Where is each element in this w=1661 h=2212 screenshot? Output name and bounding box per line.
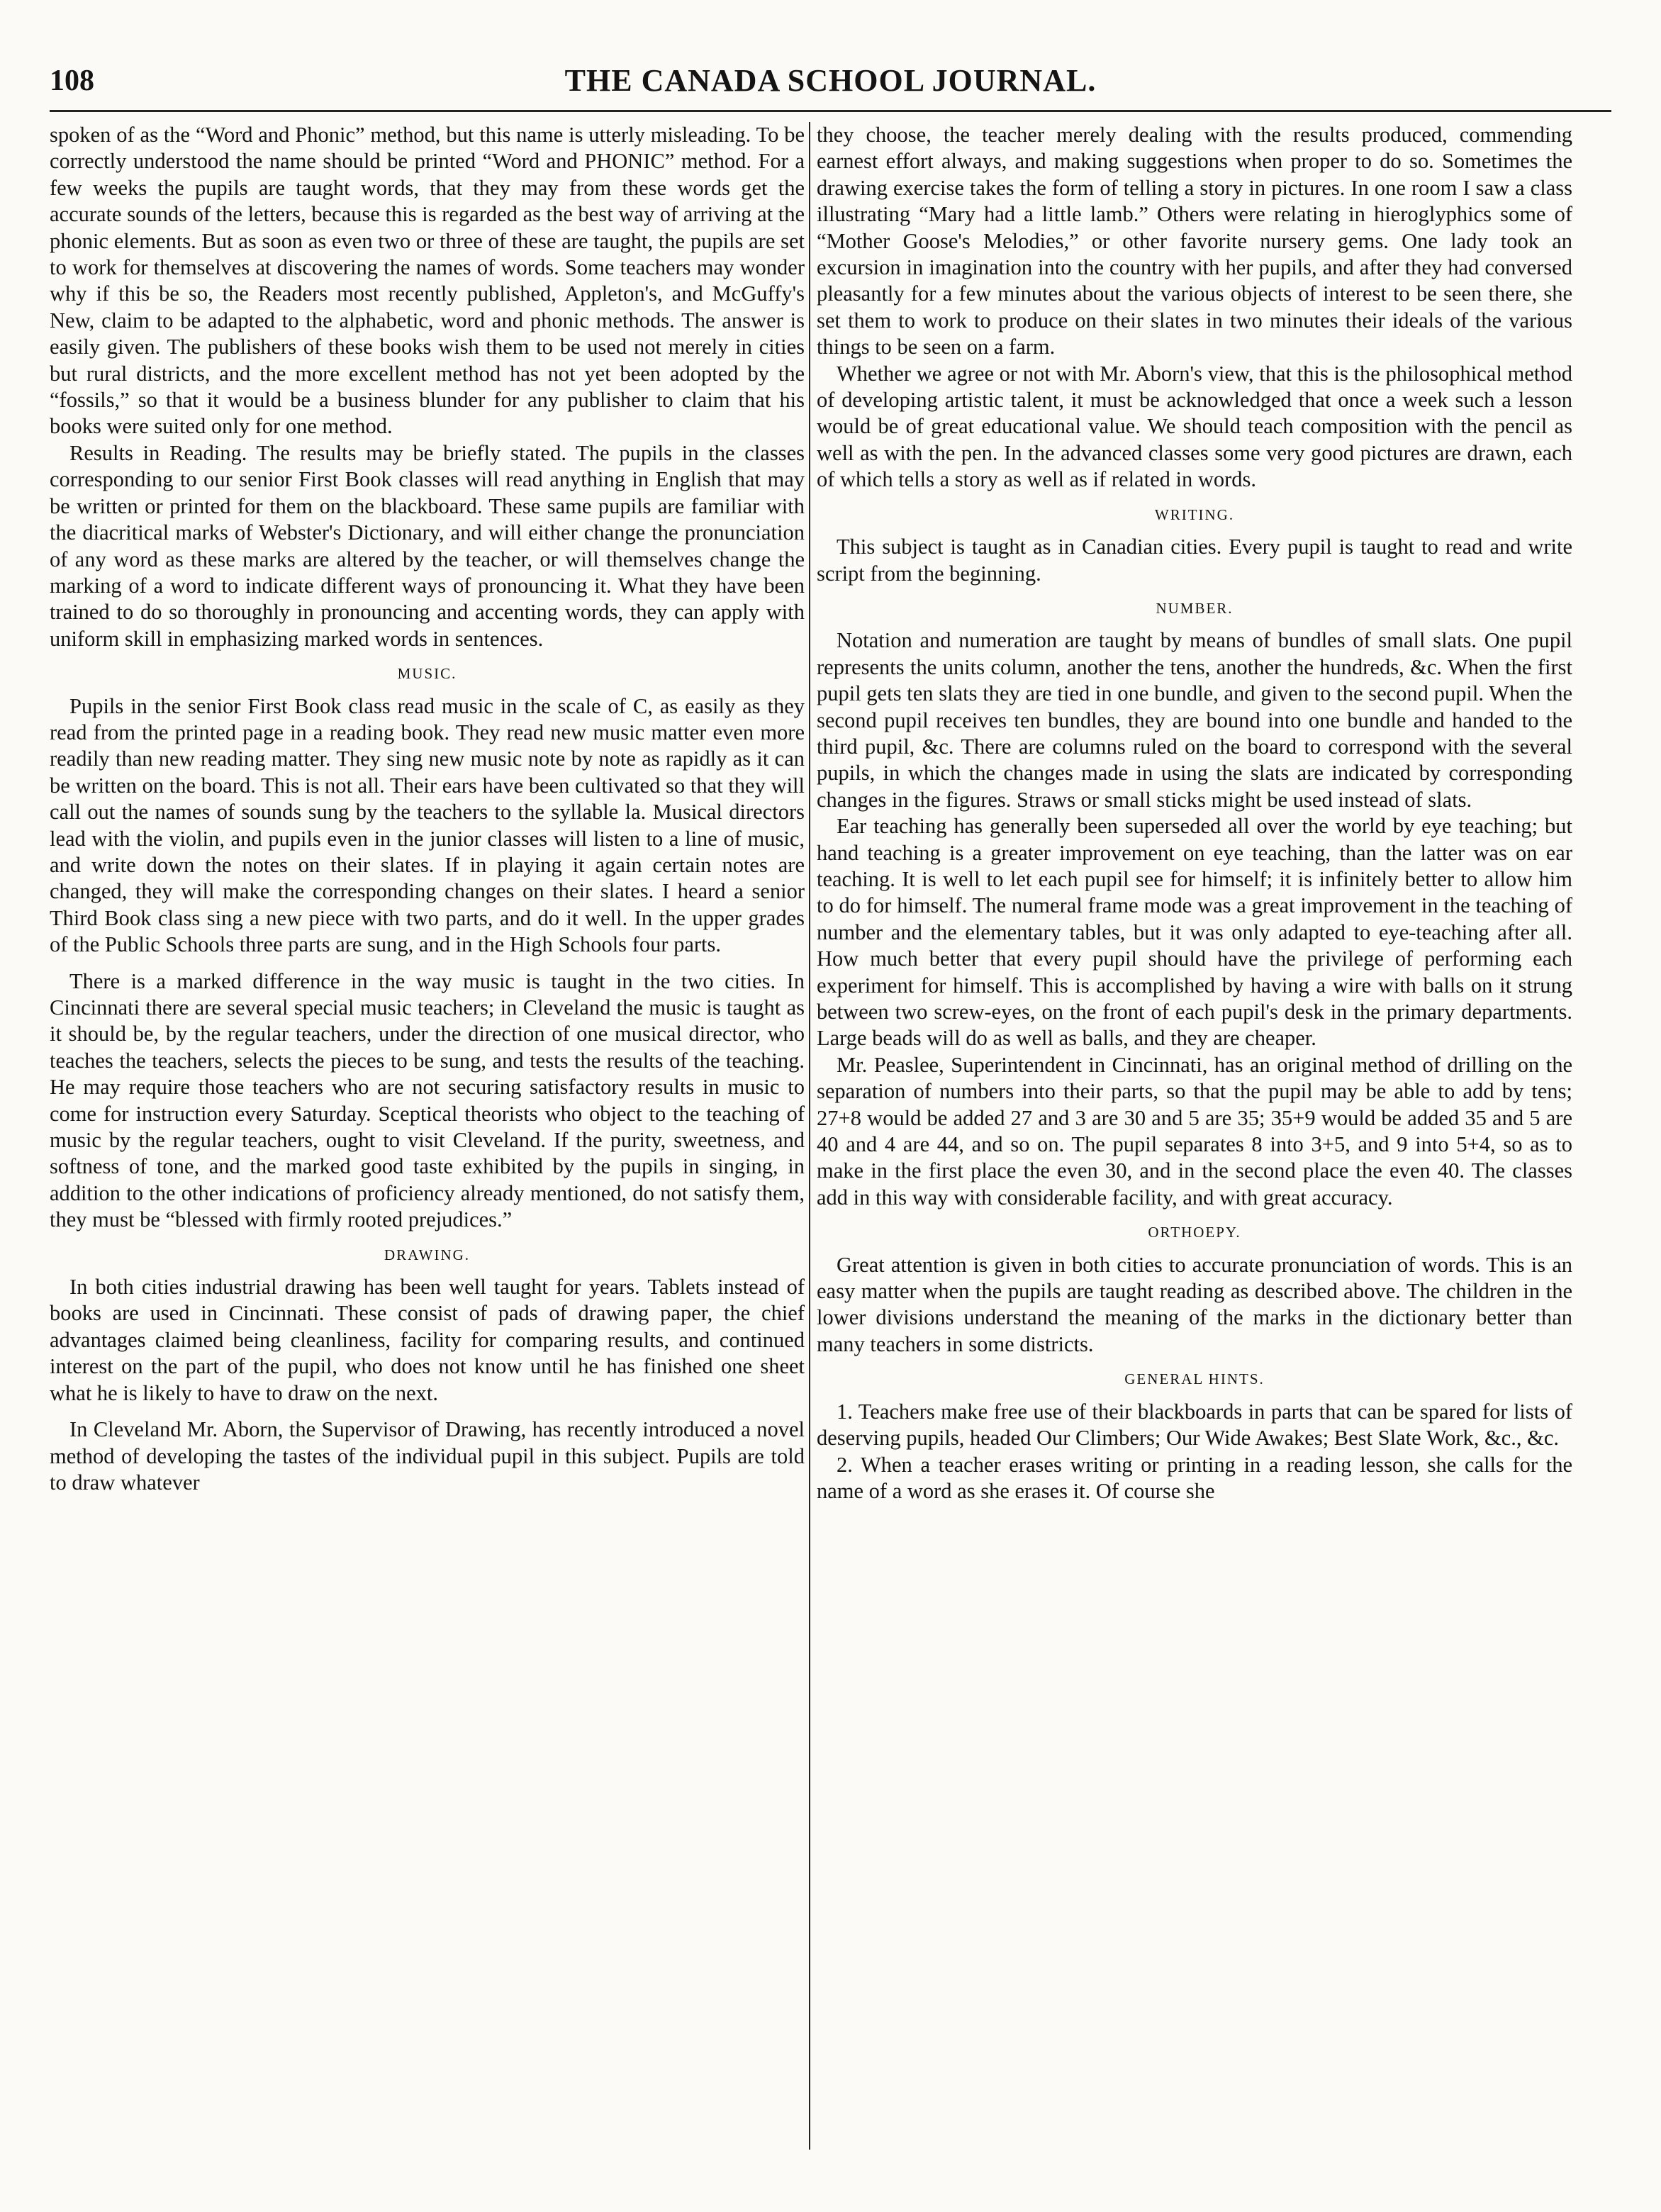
paragraph-number-2: Ear teaching has generally been superseded all over the world by eye teaching; but hand teaching is a greater improvement on eye teaching, than the latter was on ear teaching. It is well to let each pupil see for himself; it is infinitely better to allow him to do for himself. The numeral frame mode was a great improvement in the teaching of number and the elementary tables, but it was only adapted to eye-teaching after all. How much better that every pupil should have the privilege of performing each experiment for himself. This is accomplished by having a wire with balls on it strung between two screw-eyes, on the front of each pupil's desk in the primary departments. Large beads will do as well as balls, and they are cheaper. [817, 814, 1572, 1051]
section-title-writing: WRITING. [1154, 505, 1235, 523]
running-head: THE CANADA SCHOOL JOURNAL. [564, 63, 1097, 98]
paragraph-drawing-1: In both cities industrial drawing has been well taught for years. Tablets instead of books are used in Cincinnati. These consist of pads of drawing paper, the chief advantages claimed being cleanliness, facility for comparing results, and continued interest on the part of the pupil, who does not know until he has finished one sheet what he is likely to have to draw on the next. [50, 1275, 805, 1405]
column-divider [809, 122, 810, 2150]
paragraph-drawing-2: In Cleveland Mr. Aborn, the Supervisor of Drawing, has recently introduced a novel method of developing the tastes of the individual pupil in this subject. Pupils are told to draw whatever [50, 1417, 805, 1495]
paragraph-drawing-4: Whether we agree or not with Mr. Aborn's view, that this is the philosophical method of developing artistic talent, it must be acknowledged that once a week such a lesson would be of great educational value. We should teach composition with the pencil as well as with the pen. In the advanced classes some very good pictures are drawn, each of which tells a story as well as if related in words. [817, 361, 1572, 492]
section-title-drawing: DRAWING. [384, 1246, 471, 1263]
paragraph-results-in-reading: Results in Reading. The results may be briefly stated. The pupils in the classes corresponding to our senior First Book classes will read anything in English that may be written or printed for them on the blackboard. These same pupils are familiar with the diacritical marks of Webster's Dictionary, and will either change the pronunciation of any word as these marks are altered by the teacher, or will themselves change the marking of a word to indicate different ways of pronouncing it. What they have been trained to do so thoroughly in pronouncing and accenting words, they can apply with uniform skill in emphasizing marked words in sentences. [50, 440, 805, 651]
paragraph-hint-1: 1. Teachers make free use of their blackboards in parts that can be spared for lists of deserving pupils, headed Our Climbers; Our Wide Awakes; Best Slate Work, &c., &c. [817, 1399, 1572, 1451]
section-title-orthoepy: ORTHOEPY. [1148, 1224, 1241, 1241]
paragraph-drawing-3: they choose, the teacher merely dealing with the results produced, commending earnest effort always, and making suggestions when proper to do so. Sometimes the drawing exercise takes the form of telling a story in pictures. In one room I saw a class illustrating “Mary had a little lamb.” Others were relating in hieroglyphics some of “Mother Goose's Melodies,” or other favorite nursery gems. One lady took an excursion in imagination into the country with her pupils, and after they had conversed pleasantly for a few minutes about the various objects of interest to be seen there, she set them to work to produce on their slates in two minutes their ideals of the various things to be seen on a farm. [817, 123, 1572, 359]
paragraph-orthoepy: Great attention is given in both cities to accurate pronunciation of words. This is an easy matter when the pupils are taught reading as described above. The children in the lower divisions understand the meaning of the marks in the dictionary better than many teachers in some districts. [817, 1252, 1572, 1356]
right-column [817, 122, 1572, 1504]
paragraph-music-2: There is a marked difference in the way music is taught in the two cities. In Cincinnati there are several special music teachers; in Cleveland the music is taught as it should be, by the regular teachers, under the direction of one musical director, who teaches the teachers, selects the pieces to be sung, and tests the results of the teaching. He may require those teachers who are not securing satisfactory results in music to come for instruction every Saturday. Sceptical theorists who object to the teaching of music by the regular teachers, ought to visit Cleveland. If the purity, sweetness, and softness of tone, and the marked good taste exhibited by the pupils in singing, in addition to the other indications of proficiency already mentioned, do not satisfy them, they must be “blessed with firmly rooted prejudices.” [50, 968, 805, 1232]
paragraph-music-1: Pupils in the senior First Book class read music in the scale of C, as easily as they read from the printed page in a reading book. They read new music matter even more readily than new reading matter. They sing new music note by note as rapidly as it can be written on the board. This is not all. Their ears have been cultivated so that they will call out the names of sounds sung by the teachers to the syllable la. Musical directors lead with the violin, and pupils even in the junior classes will listen to a line of music, and write down the notes on their slates. If in playing it again certain notes are changed, they will make the corresponding changes on their slates. I heard a senior Third Book class sing a new piece with two parts, and do it well. In the upper grades of the Public Schools three parts are sung, and in the High Schools four parts. [50, 693, 805, 957]
paragraph-number-3: Mr. Peaslee, Superintendent in Cincinnati, has an original method of drilling on the separation of numbers into their parts, so that the pupil may be able to add by tens; 27+8 would be added 27 and 3 are 30 and 5 are 35; 35+9 would be added 35 and 5 are 40 and 4 are 44, and so on. The pupil separates 8 into 3+5, and 9 into 5+4, so as to make in the first place the even 30, and in the second place the even 40. The classes add in this way with considerable facility, and with great accuracy. [817, 1052, 1572, 1210]
paragraph-hint-2: 2. When a teacher erases writing or printing in a reading lesson, she calls for the name of a word as she erases it. Of course she [817, 1452, 1572, 1503]
paragraph-number-1: Notation and numeration are taught by means of bundles of small slats. One pupil represents the units column, another the tens, another the hundreds, &c. When the first pupil gets ten slats they are tied in one bundle, and given to the second pupil. When the second pupil receives ten bundles, they are bound into one bundle and handed to the third pupil, &c. There are columns ruled on the board to correspond with the several pupils, in which the changes made in using the slats are indicated by corresponding changes in the figures. Straws or small sticks might be used instead of slats. [817, 628, 1572, 812]
section-title-number: NUMBER. [1156, 599, 1234, 617]
header-rule [50, 110, 1611, 112]
paragraph-writing: This subject is taught as in Canadian cities. Every pupil is taught to read and write script from the beginning. [817, 535, 1572, 586]
paragraph-word-phonic: spoken of as the “Word and Phonic” method, but this name is utterly misleading. To be correctly understood the name should be printed “Word and PHONIC” method. For a few weeks the pupils are taught words, that they may from these words get the accurate sounds of the letters, because this is regarded as the best way of arriving at the phonic elements. But as soon as even two or three of these are taught, the pupils are set to work for themselves at discovering the names of words. Some teachers may wonder why if this be so, the Readers most recently published, Appleton's, and McGuffy's New, claim to be adapted to the alphabetic, word and phonic methods. The answer is easily given. The publishers of these books wish them to be used not merely in cities but rural districts, and the more excellent method has not yet been adopted by the “fossils,” so that it would be a business blunder for any publisher to claim that his books were suited only for one method. [50, 123, 805, 439]
section-title-general-hints: GENERAL HINTS. [1124, 1370, 1265, 1388]
page-number: 108 [50, 65, 94, 97]
left-column [50, 122, 805, 1496]
section-title-music: MUSIC. [397, 665, 457, 683]
